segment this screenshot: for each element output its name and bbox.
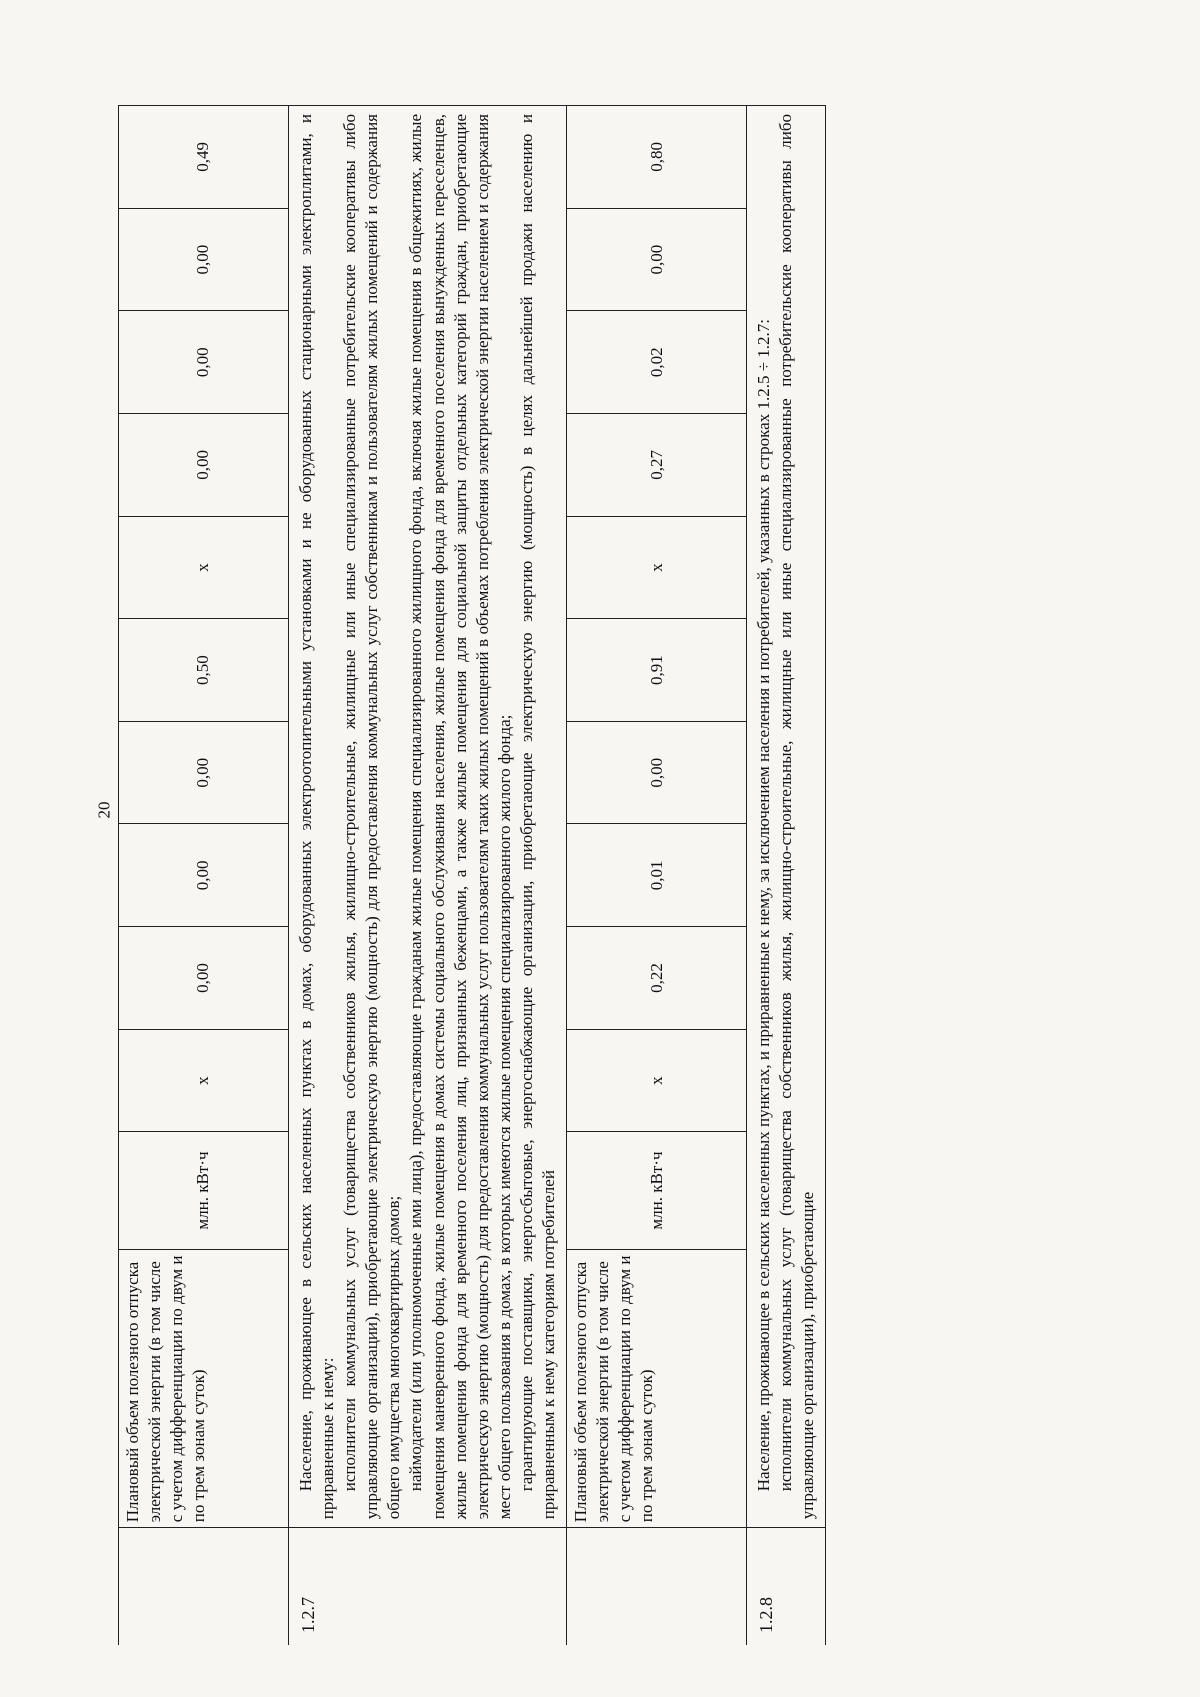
value-cell: 0,80 (567, 106, 747, 209)
value-cell: 0,91 (567, 619, 747, 722)
description-paragraph: Население, проживающее в сельских населенных пунктах, и приравненные к нему, за исключением населения и потребителей, указанных в строках 1.2.5 ÷ 1.2.7: (754, 318, 774, 1492)
value-cell: 0,49 (119, 106, 289, 209)
unit-cell: млн. кВт·ч (119, 1132, 289, 1249)
value-cell: 0,00 (119, 414, 289, 517)
description-paragraph: гарантирующие поставщики, энергосбытовые, энергоснабжающие организации, приобретающие электрическую энергию (мощность) в целях дальнейшей продажи населению и приравненным к нему категориям потребителей (516, 114, 559, 1520)
table-row (119, 106, 289, 1646)
value-cell: 0,00 (567, 721, 747, 824)
row-number-cell: 1.2.8 (747, 1528, 826, 1645)
row-number-cell (567, 1528, 747, 1645)
value-cell: 0,00 (119, 721, 289, 824)
value-cell: 0,00 (119, 824, 289, 927)
value-cell: 0,00 (119, 927, 289, 1030)
value-cell: х (567, 1029, 747, 1132)
value-cell: 0,27 (567, 414, 747, 517)
value-cell: х (567, 516, 747, 619)
unit-cell: млн. кВт·ч (567, 1132, 747, 1249)
value-cell: х (119, 516, 289, 619)
row-description-cell (747, 106, 826, 1528)
table-row (747, 106, 826, 1646)
description-paragraph: исполнители коммунальных услуг (товарищества собственников жилья, жилищно-строительные, жилищные или иные специализированные потребительские кооперативы либо управляющие организации), приобретающие (776, 114, 818, 1520)
table-row (567, 106, 747, 1646)
value-cell: 0,00 (119, 311, 289, 414)
tariff-table (118, 105, 826, 1645)
value-cell: 0,00 (119, 208, 289, 311)
page-number: 20 (94, 801, 114, 819)
description-paragraph: наймодатели (или уполномоченные ими лица), предоставляющие гражданам жилые помещения специализированного жилищного фонда, включая жилые помещения в общежитиях, жилые помещения маневренного фонда, жилые помещения в домах системы социального обслуживания населения, жилые помещения фонда для временного поселения вынужденных переселенцев, жилые помещения фонда для временного поселения лиц, признанных беженцами, а также жилые помещения для социальной защиты отдельных категорий граждан, приобретающие электрическую энергию (мощность) для предоставления коммунальных услуг пользователям таких жилых помещений в объемах потребления электрической энергии населением и содержания мест общего пользования в домах, в которых имеются жилые помещения специализированного жилого фонда; (406, 114, 514, 1520)
row-label-cell: Плановый объем полезного отпуска электрической энергии (в том числе с учетом дифференциации по двум и по трем зонам суток) (119, 1249, 289, 1528)
table-row (289, 106, 567, 1646)
rotated-table-container (118, 105, 1078, 1645)
row-description-cell (289, 106, 567, 1528)
row-number-cell (119, 1528, 289, 1645)
row-label-cell: Плановый объем полезного отпуска электрической энергии (в том числе с учетом дифференциации по двум и по трем зонам суток) (567, 1249, 747, 1528)
value-cell: 0,00 (567, 208, 747, 311)
description-paragraph: исполнители коммунальных услуг (товарищества собственников жилья, жилищно-строительные, жилищные или иные специализированные потребительские кооперативы либо управляющие организации), приобретающие электрическую энергию (мощность) для предоставления коммунальных услуг собственникам и пользователям жилых помещений и содержания общего имущества многоквартирных домов; (340, 114, 404, 1520)
description-paragraph: Население, проживающее в сельских населенных пунктах в домах, оборудованных электроотопительными установками и не оборудованных стационарными электроплитами, и приравненные к нему: (296, 114, 338, 1520)
value-cell: 0,02 (567, 311, 747, 414)
value-cell: х (119, 1029, 289, 1132)
value-cell: 0,22 (567, 927, 747, 1030)
row-number-cell: 1.2.7 (289, 1528, 567, 1645)
value-cell: 0,01 (567, 824, 747, 927)
value-cell: 0,50 (119, 619, 289, 722)
